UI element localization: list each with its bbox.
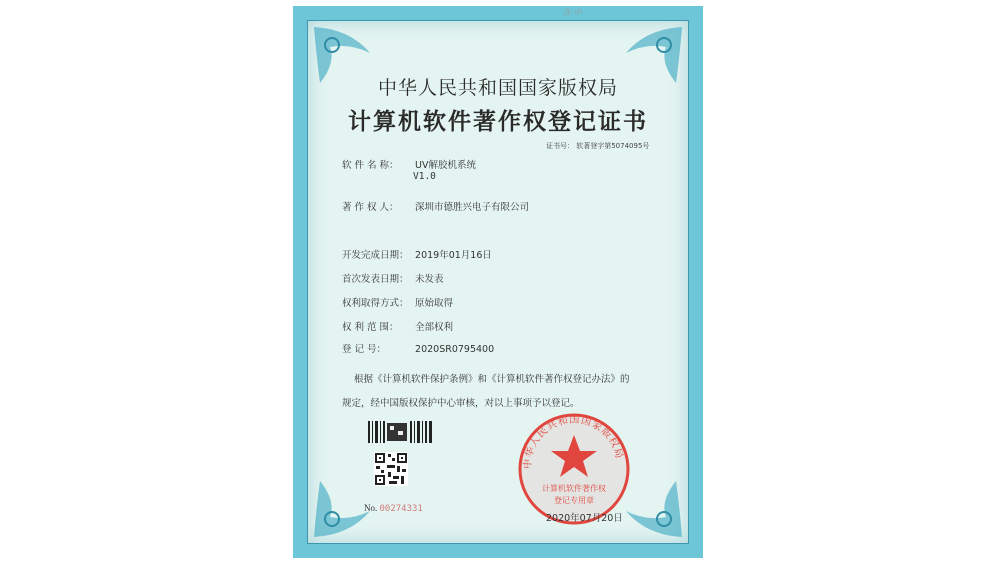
field-acquisition-method [342,295,453,309]
legal-basis-line2: 规定，经中国版权保护中心审核，对以上事项予以登记。 [342,398,580,409]
handwritten-mark: 在·中 [563,8,582,17]
field-completion-date [342,247,492,261]
seal-inner-text-1: 计算机软件著作权 [542,484,606,493]
certificate-number: 证书号： 软著登字第5074095号 [546,142,650,150]
field-value: UV解胶机系统 [415,160,476,171]
field-label: 权利取得方式： [342,298,409,309]
seal-inner-text-2: 登记专用章 [554,496,594,505]
field-label: 著 作 权 人： [342,202,399,213]
certificate-paper [307,20,689,544]
field-value: 2020SR0795400 [415,344,495,355]
field-value: 2019年01月16日 [415,250,492,261]
qr-code-icon [374,452,408,486]
field-publish-date [342,271,444,285]
field-registration-number [342,341,494,355]
field-value: 深圳市德胜兴电子有限公司 [415,202,530,213]
field-software-name [342,157,476,171]
field-label: 首次发表日期： [342,274,409,285]
issue-date: 2020年07月20日 [546,513,623,524]
field-value: 全部权利 [415,322,454,333]
certificate [293,6,703,558]
field-label: 软 件 名 称： [342,160,399,171]
serial-value: 00274331 [379,504,423,514]
serial-prefix: No. [364,503,378,513]
field-rights-scope [342,319,453,333]
field-label: 权 利 范 围： [342,322,399,333]
field-value: 原始取得 [415,298,454,309]
software-version: V1.0 [413,171,436,182]
field-value: 未发表 [415,274,444,285]
serial-number [364,503,423,514]
issuer-title: 中华人民共和国国家版权局 [377,77,618,99]
barcode-icon [368,421,434,443]
field-copyright-owner [342,199,529,213]
field-label: 登 记 号： [342,344,387,355]
field-label: 开发完成日期： [342,250,409,261]
certificate-title: 计算机软件著作权登记证书 [348,108,648,135]
legal-basis-line1: 根据《计算机软件保护条例》和《计算机软件著作权登记办法》的 [354,374,630,385]
seal-outer-text: 中华人民共和国国家版权局 [522,414,625,470]
